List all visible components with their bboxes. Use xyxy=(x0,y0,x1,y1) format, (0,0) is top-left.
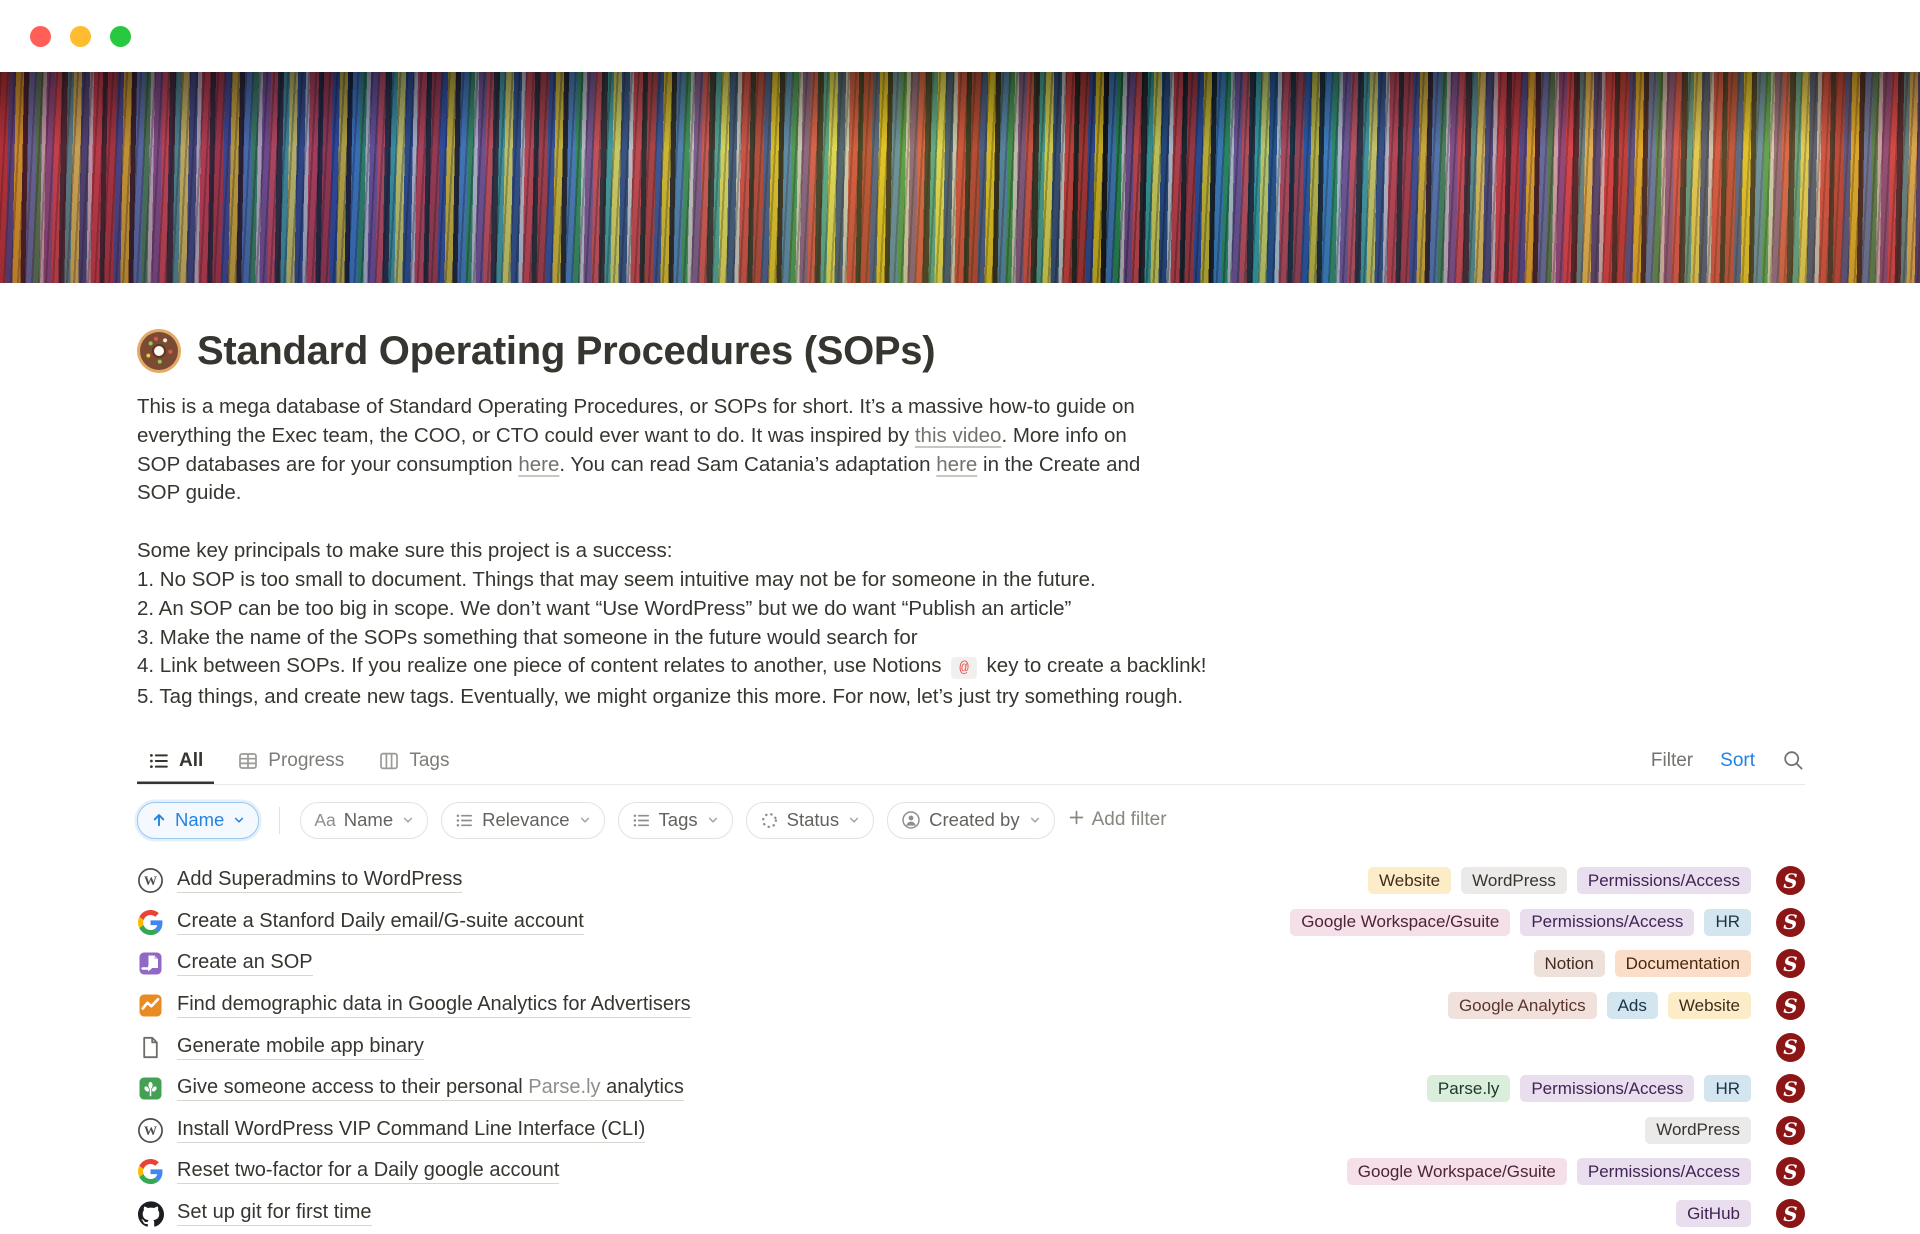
window-minimize-button[interactable] xyxy=(70,26,91,47)
row-title-link[interactable] xyxy=(177,1118,645,1143)
tab-progress-label: Progress xyxy=(268,749,345,771)
search-icon[interactable] xyxy=(1782,749,1805,772)
donut-page-icon xyxy=(137,329,181,373)
view-tab-bar xyxy=(137,738,1805,785)
chevron-down-icon xyxy=(1029,814,1041,826)
filter-chip-bar xyxy=(137,802,1805,839)
table-row[interactable] xyxy=(137,1068,1805,1110)
chip-name[interactable] xyxy=(300,802,428,839)
row-tags xyxy=(1290,909,1751,936)
tag-pill: Parse.ly xyxy=(1427,1075,1510,1102)
row-title-link[interactable] xyxy=(177,1201,372,1226)
text-segment: 3. Make the name of the SOPs something that someone in the future would search for xyxy=(137,625,918,649)
chip-divider xyxy=(279,807,280,834)
window-titlebar xyxy=(0,0,1920,72)
tag-pill: HR xyxy=(1704,1075,1751,1102)
text-segment: 4. Link between SOPs. If you realize one piece of content relates to another, use Notions xyxy=(137,654,948,678)
add-filter-button[interactable] xyxy=(1068,809,1167,832)
parsely-icon xyxy=(137,1075,164,1102)
tag-pill: Notion xyxy=(1534,950,1605,977)
chip-sort-name[interactable] xyxy=(137,802,259,839)
chip-label: Name xyxy=(175,809,225,831)
tag-pill: Google Workspace/Gsuite xyxy=(1347,1158,1567,1185)
inline-link[interactable]: here xyxy=(936,452,978,476)
chip-status[interactable] xyxy=(746,802,874,839)
principles-block xyxy=(137,537,1805,712)
row-tags xyxy=(1645,1117,1751,1144)
row-title-link[interactable] xyxy=(177,868,462,893)
tag-pill: WordPress xyxy=(1461,867,1567,894)
table-row[interactable] xyxy=(137,1151,1805,1193)
row-tags xyxy=(1368,867,1751,894)
principle-item xyxy=(137,566,1805,595)
svg-text:W: W xyxy=(144,1123,157,1139)
table-row[interactable] xyxy=(137,860,1805,902)
table-row[interactable] xyxy=(137,1026,1805,1068)
tag-pill: Permissions/Access xyxy=(1577,867,1751,894)
chevron-down-icon xyxy=(579,814,591,826)
wordpress-icon xyxy=(137,1117,164,1144)
tag-pill: Website xyxy=(1668,992,1751,1019)
stanford-daily-icon: S xyxy=(1776,991,1805,1020)
text-segment: . More info on SOP databases are for your consumption xyxy=(137,423,1127,476)
chip-label: Relevance xyxy=(482,809,570,831)
list-icon xyxy=(455,811,474,830)
sop-doc-icon xyxy=(137,950,164,977)
chip-relevance[interactable] xyxy=(441,802,604,839)
stanford-daily-icon: S xyxy=(1776,1033,1805,1062)
text-segment: Set up git for first time xyxy=(177,1201,372,1224)
text-segment: Create an SOP xyxy=(177,951,313,974)
row-title-link[interactable] xyxy=(177,1159,559,1184)
stanford-daily-icon: S xyxy=(1776,1074,1805,1103)
view-tabs xyxy=(137,738,460,784)
tab-progress[interactable] xyxy=(226,738,355,784)
tab-all[interactable] xyxy=(137,738,214,784)
stanford-daily-icon: S xyxy=(1776,1199,1805,1228)
text-segment: Create a Stanford Daily email/G-suite account xyxy=(177,909,584,932)
text-segment: Install WordPress VIP Command Line Interface (CLI) xyxy=(177,1117,646,1140)
database-rows xyxy=(137,860,1805,1234)
window-zoom-button[interactable] xyxy=(110,26,131,47)
row-title-link[interactable] xyxy=(177,1035,424,1060)
tab-tags-label: Tags xyxy=(409,749,450,771)
stanford-daily-icon: S xyxy=(1776,866,1805,895)
chip-label: Tags xyxy=(658,809,698,831)
principles-list xyxy=(137,566,1805,712)
arrow-up-icon xyxy=(151,812,167,828)
inline-link[interactable]: this video xyxy=(914,423,1002,447)
tag-pill: Ads xyxy=(1607,992,1658,1019)
chip-label: Status xyxy=(786,809,840,831)
filter-button[interactable]: Filter xyxy=(1650,749,1694,771)
row-title-link[interactable] xyxy=(177,910,584,935)
row-title-link[interactable] xyxy=(177,1076,684,1101)
row-tags xyxy=(1448,992,1751,1019)
window-close-button[interactable] xyxy=(30,26,51,47)
board-view-icon xyxy=(378,750,400,772)
principle-item xyxy=(137,624,1805,653)
chip-created-by[interactable] xyxy=(887,802,1055,839)
tab-all-label: All xyxy=(179,749,204,771)
tag-pill: Google Workspace/Gsuite xyxy=(1290,909,1510,936)
wordpress-icon xyxy=(137,867,164,894)
text-segment: Reset two-factor for a Daily google account xyxy=(177,1159,560,1182)
list-view-icon xyxy=(148,750,170,772)
tag-pill: HR xyxy=(1704,909,1751,936)
svg-text:W: W xyxy=(144,873,157,889)
sort-button[interactable]: Sort xyxy=(1720,749,1755,771)
google-icon xyxy=(137,1158,164,1185)
person-icon xyxy=(901,810,921,830)
aa-icon: Aa xyxy=(314,809,336,830)
chevron-down-icon xyxy=(402,814,414,826)
stanford-daily-icon: S xyxy=(1776,1157,1805,1186)
tag-pill: Documentation xyxy=(1615,950,1751,977)
text-segment: . You can read Sam Catania’s adaptation xyxy=(559,452,937,476)
text-segment: 1. No SOP is too small to document. Things that may seem intuitive may not be for someone in the future. xyxy=(137,567,1096,591)
cover-image-cables xyxy=(0,72,1920,283)
tag-pill: GitHub xyxy=(1676,1200,1751,1227)
page-content xyxy=(0,327,1920,1234)
google-analytics-icon xyxy=(137,992,164,1019)
table-row[interactable] xyxy=(137,943,1805,985)
tag-pill: Permissions/Access xyxy=(1577,1158,1751,1185)
github-icon xyxy=(137,1200,164,1227)
text-segment: Add Superadmins to WordPress xyxy=(177,868,463,891)
status-icon xyxy=(760,811,779,830)
text-segment: Find demographic data in Google Analytics for Advertisers xyxy=(177,993,691,1016)
page-title: Standard Operating Procedures (SOPs) xyxy=(197,329,936,373)
table-row[interactable] xyxy=(137,985,1805,1027)
text-segment: key to create a backlink! xyxy=(980,654,1207,678)
tag-pill: Permissions/Access xyxy=(1520,909,1694,936)
plus-icon xyxy=(1068,809,1085,832)
row-tags xyxy=(1534,950,1751,977)
text-segment: 5. Tag things, and create new tags. Eventually, we might organize this more. For now, let’s just try something rough. xyxy=(137,685,1184,709)
table-row[interactable] xyxy=(137,1193,1805,1234)
principle-item xyxy=(137,683,1805,712)
page-icon xyxy=(137,1034,164,1061)
stanford-daily-icon: S xyxy=(1776,1116,1805,1145)
text-segment: Give someone access to their personal xyxy=(177,1076,529,1099)
page-title-row xyxy=(137,327,1805,375)
inline-code-at: @ xyxy=(951,657,977,679)
intro-paragraph xyxy=(137,393,1145,508)
text-segment: in the Create and SOP guide. xyxy=(137,452,1141,505)
text-segment: 2. An SOP can be too big in scope. We don’t want “Use WordPress” but we do want “Publish an article” xyxy=(137,596,1072,620)
row-title-link[interactable] xyxy=(177,993,691,1018)
tag-pill: Google Analytics xyxy=(1448,992,1597,1019)
inline-muted-link: Parse.ly xyxy=(528,1076,601,1099)
text-segment: This is a mega database of Standard Operating Procedures, or SOPs for short. It’s a massive how-to guide on everything the Exec team, the COO, or CTO could ever want to do. It was inspired by xyxy=(137,395,1135,447)
chevron-down-icon xyxy=(848,814,860,826)
row-title-link[interactable] xyxy=(177,951,313,976)
table-row[interactable] xyxy=(137,1110,1805,1152)
inline-link[interactable]: here xyxy=(518,452,560,476)
tag-pill: WordPress xyxy=(1645,1117,1751,1144)
tag-pill: Permissions/Access xyxy=(1520,1075,1694,1102)
chip-tags[interactable] xyxy=(618,802,733,839)
row-tags xyxy=(1676,1200,1751,1227)
tab-tags[interactable] xyxy=(367,738,460,784)
table-row[interactable] xyxy=(137,902,1805,944)
row-tags xyxy=(1347,1158,1751,1185)
stanford-daily-icon: S xyxy=(1776,949,1805,978)
stanford-daily-icon: S xyxy=(1776,908,1805,937)
add-filter-label: Add filter xyxy=(1091,809,1167,831)
text-segment: Generate mobile app binary xyxy=(177,1034,424,1057)
principles-heading: Some key principals to make sure this project is a success: xyxy=(137,539,673,563)
chevron-down-icon xyxy=(707,814,719,826)
chip-label: Created by xyxy=(929,809,1020,831)
principle-item xyxy=(137,595,1805,624)
principle-item xyxy=(137,652,1805,683)
view-actions xyxy=(1651,738,1805,784)
chevron-down-icon xyxy=(233,814,245,826)
chip-label: Name xyxy=(343,809,394,831)
text-segment: analytics xyxy=(600,1076,684,1099)
row-tags xyxy=(1427,1075,1751,1102)
list-icon xyxy=(632,811,651,830)
tag-pill: Website xyxy=(1368,867,1451,894)
google-icon xyxy=(137,909,164,936)
table-view-icon xyxy=(237,750,259,772)
